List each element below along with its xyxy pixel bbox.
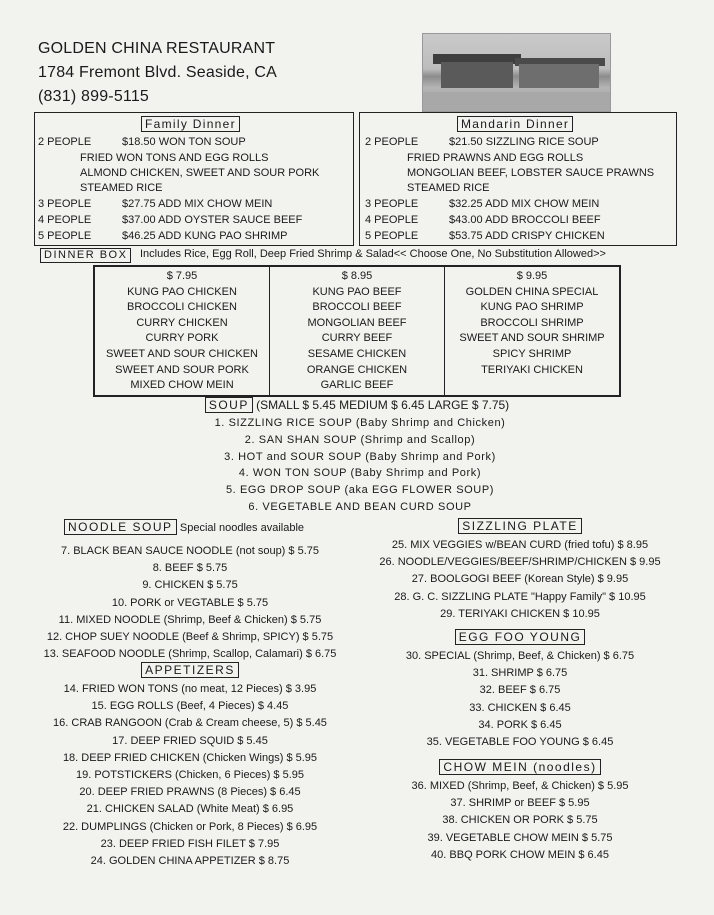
menu-item: 28. G. C. SIZZLING PLATE "Happy Family" $ 10.95 — [394, 590, 646, 603]
egg-foo-young-title: EGG FOO YOUNG — [455, 629, 586, 645]
soup-list — [180, 415, 540, 516]
dinner-box-item: ORANGE CHICKEN — [306, 363, 408, 376]
restaurant-address: 1784 Fremont Blvd. Seaside, CA — [38, 64, 278, 81]
menu-item: 15. EGG ROLLS (Beef, 4 Pieces) $ 4.45 — [91, 700, 289, 713]
chow-mein-title: CHOW MEIN (noodles) — [439, 759, 600, 775]
dinner-box-item: SWEET AND SOUR PORK — [115, 363, 249, 376]
menu-item: 40. BBQ PORK CHOW MEIN $ 6.45 — [431, 848, 609, 861]
dinner-box-item: BROCCOLI BEEF — [312, 301, 402, 314]
menu-item: 13. SEAFOOD NOODLE (Shrimp, Scallop, Calamari) $ 6.75 — [43, 648, 337, 661]
menu-item: 36. MIXED (Shrimp, Beef, & Chicken) $ 5.95 — [411, 780, 629, 792]
menu-item: 16. CRAB RANGOON (Crab & Cream cheese, 5) $ 5.45 — [53, 717, 327, 730]
noodle-soup-title: NOODLE SOUP — [64, 519, 177, 535]
sizzling-plate-title: SIZZLING PLATE — [458, 518, 581, 534]
mandarin-dinner-title: Mandarin Dinner — [457, 116, 573, 132]
dinner-box-item: BROCCOLI SHRIMP — [480, 316, 584, 329]
mandarin-add-text: $32.25 ADD MIX CHOW MEIN — [449, 198, 600, 210]
restaurant-photo — [422, 33, 611, 112]
menu-item: 12. CHOP SUEY NOODLE (Beef & Shrimp, SPICY) $ 5.75 — [46, 631, 334, 644]
mandarin-add-text: $43.00 ADD BROCCOLI BEEF — [449, 214, 601, 226]
family-dinner-title: Family Dinner — [141, 116, 240, 132]
soup-item: 3. HOT and SOUR SOUP (Baby Shrimp and Pork) — [224, 450, 496, 463]
menu-item: 14. FRIED WON TONS (no meat, 12 Pieces) $ 3.95 — [63, 683, 317, 695]
dinner-box-column-995 — [444, 267, 619, 395]
sizzling-plate-list — [355, 537, 685, 623]
dinner-box-item: SPICY SHRIMP — [492, 347, 572, 360]
menu-item: 39. VEGETABLE CHOW MEIN $ 5.75 — [427, 831, 613, 844]
dinner-box-price: $ 8.95 — [341, 270, 373, 282]
soup-prices: (SMALL $ 5.45 MEDIUM $ 6.45 LARGE $ 7.75) — [256, 398, 510, 412]
family-line: FRIED WON TONS AND EGG ROLLS — [80, 152, 269, 164]
menu-item: 11. MIXED NOODLE (Shrimp, Beef & Chicken) $ 5.75 — [58, 613, 322, 626]
dinner-box-item: SWEET AND SOUR CHICKEN — [106, 347, 258, 360]
appetizers-title: APPETIZERS — [141, 662, 239, 678]
family-line: ALMOND CHICKEN, SWEET AND SOUR PORK — [80, 167, 320, 179]
dinner-box-price: $ 9.95 — [516, 270, 548, 282]
appetizers-list — [20, 681, 360, 870]
mandarin-line: STEAMED RICE — [407, 182, 490, 194]
family-add-people: 3 PEOPLE — [38, 198, 92, 210]
menu-item: 31. SHRIMP $ 6.75 — [472, 667, 568, 680]
family-base-price: $18.50 WON TON SOUP — [122, 136, 246, 148]
soup-item: 1. SIZZLING RICE SOUP (Baby Shrimp and Chicken) — [214, 417, 506, 429]
menu-item: 26. NOODLE/VEGGIES/BEEF/SHRIMP/CHICKEN $ 9.95 — [379, 556, 661, 569]
menu-item: 19. POTSTICKERS (Chicken, 6 Pieces) $ 5.95 — [75, 769, 305, 782]
soup-item: 5. EGG DROP SOUP (aka EGG FLOWER SOUP) — [225, 484, 495, 497]
dinner-box-item: MONGOLIAN BEEF — [307, 316, 407, 329]
menu-item: 17. DEEP FRIED SQUID $ 5.45 — [112, 734, 268, 747]
dinner-box-item: KUNG PAO BEEF — [312, 285, 402, 298]
menu-item: 7. BLACK BEAN SAUCE NOODLE (not soup) $ 5.75 — [60, 545, 319, 557]
mandarin-add-people: 3 PEOPLE — [365, 198, 419, 210]
family-line: STEAMED RICE — [80, 182, 163, 194]
dinner-box-title: DINNER BOX — [40, 248, 131, 263]
egg-foo-young-list — [355, 648, 685, 751]
dinner-box-column-795 — [95, 267, 269, 395]
mandarin-line: MONGOLIAN BEEF, LOBSTER SAUCE PRAWNS — [407, 167, 655, 179]
menu-item: 20. DEEP FRIED PRAWNS (8 Pieces) $ 6.45 — [79, 786, 301, 799]
dinner-box-item: CURRY PORK — [145, 332, 219, 345]
menu-item: 9. CHICKEN $ 5.75 — [142, 579, 238, 592]
family-add-people: 5 PEOPLE — [38, 230, 92, 242]
mandarin-add-people: 4 PEOPLE — [365, 214, 419, 226]
menu-item: 18. DEEP FRIED CHICKEN (Chicken Wings) $ 5.95 — [62, 751, 318, 764]
menu-item: 22. DUMPLINGS (Chicken or Pork, 8 Pieces) $ 6.95 — [62, 820, 318, 833]
menu-item: 25. MIX VEGGIES w/BEAN CURD (fried tofu) $ 8.95 — [391, 539, 649, 551]
soup-title: SOUP — [205, 397, 253, 413]
soup-item: 2. SAN SHAN SOUP (Shrimp and Scallop) — [244, 433, 476, 446]
menu-item: 37. SHRIMP or BEEF $ 5.95 — [450, 797, 590, 810]
family-add-text: $27.75 ADD MIX CHOW MEIN — [122, 198, 273, 210]
sizzling-plate-header — [360, 519, 680, 533]
egg-foo-young-header — [360, 630, 680, 644]
menu-item: 38. CHICKEN OR PORK $ 5.75 — [442, 814, 598, 827]
soup-header — [0, 398, 714, 412]
mandarin-base-price: $21.50 SIZZLING RICE SOUP — [449, 136, 599, 148]
dinner-box-note: Includes Rice, Egg Roll, Deep Fried Shrimp & Salad<< Choose One, No Substitution Allowed>> — [140, 248, 606, 260]
restaurant-phone: (831) 899-5115 — [38, 88, 150, 105]
dinner-box-item: SESAME CHICKEN — [307, 347, 407, 360]
family-add-text: $37.00 ADD OYSTER SAUCE BEEF — [122, 214, 303, 226]
menu-item: 21. CHICKEN SALAD (White Meat) $ 6.95 — [86, 803, 294, 816]
menu-item: 8. BEEF $ 5.75 — [152, 562, 228, 575]
noodle-soup-list — [20, 543, 360, 663]
menu-item: 30. SPECIAL (Shrimp, Beef, & Chicken) $ 6.75 — [405, 650, 635, 662]
family-add-people: 4 PEOPLE — [38, 214, 92, 226]
dinner-box-item: GOLDEN CHINA SPECIAL — [465, 285, 599, 298]
dinner-box-item: KUNG PAO SHRIMP — [480, 301, 584, 314]
dinner-box-item: SWEET AND SOUR SHRIMP — [459, 332, 605, 345]
dinner-box-item: GARLIC BEEF — [320, 379, 394, 392]
chow-mein-header — [360, 760, 680, 774]
menu-item: 23. DEEP FRIED FISH FILET $ 7.95 — [100, 837, 280, 850]
soup-item: 4. WON TON SOUP (Baby Shrimp and Pork) — [238, 467, 482, 480]
chow-mein-list — [355, 778, 685, 864]
dinner-box-price: $ 7.95 — [166, 270, 198, 282]
menu-item: 24. GOLDEN CHINA APPETIZER $ 8.75 — [90, 855, 290, 868]
menu-item: 27. BOOLGOGI BEEF (Korean Style) $ 9.95 — [411, 573, 629, 586]
family-base-people: 2 PEOPLE — [38, 136, 92, 148]
soup-item: 6. VEGETABLE AND BEAN CURD SOUP — [248, 500, 472, 513]
menu-item: 10. PORK or VEGTABLE $ 5.75 — [111, 596, 269, 609]
dinner-box-item: BROCCOLI CHICKEN — [126, 301, 238, 314]
mandarin-line: FRIED PRAWNS AND EGG ROLLS — [407, 152, 584, 164]
menu-item: 34. PORK $ 6.45 — [478, 718, 562, 731]
dinner-box-item: MIXED CHOW MEIN — [130, 379, 234, 392]
dinner-box-item: CURRY CHICKEN — [136, 316, 228, 329]
noodle-soup-note: Special noodles available — [179, 522, 305, 534]
family-add-text: $46.25 ADD KUNG PAO SHRIMP — [122, 230, 288, 242]
menu-item: 35. VEGETABLE FOO YOUNG $ 6.45 — [426, 736, 614, 749]
menu-item: 32. BEEF $ 6.75 — [479, 684, 561, 697]
mandarin-base-people: 2 PEOPLE — [365, 136, 419, 148]
dinner-box-item: TERIYAKI CHICKEN — [481, 363, 583, 376]
appetizers-header — [0, 663, 380, 677]
dinner-box-item: KUNG PAO CHICKEN — [127, 285, 237, 298]
restaurant-name: GOLDEN CHINA RESTAURANT — [38, 40, 276, 57]
dinner-box-item: CURRY BEEF — [321, 332, 393, 345]
mandarin-add-text: $53.75 ADD CRISPY CHICKEN — [449, 230, 605, 242]
noodle-soup-header — [64, 520, 304, 534]
dinner-box-grid — [93, 265, 621, 397]
dinner-box-column-895 — [269, 267, 444, 395]
menu-item: 29. TERIYAKI CHICKEN $ 10.95 — [440, 607, 600, 620]
mandarin-add-people: 5 PEOPLE — [365, 230, 419, 242]
menu-item: 33. CHICKEN $ 6.45 — [469, 701, 571, 714]
